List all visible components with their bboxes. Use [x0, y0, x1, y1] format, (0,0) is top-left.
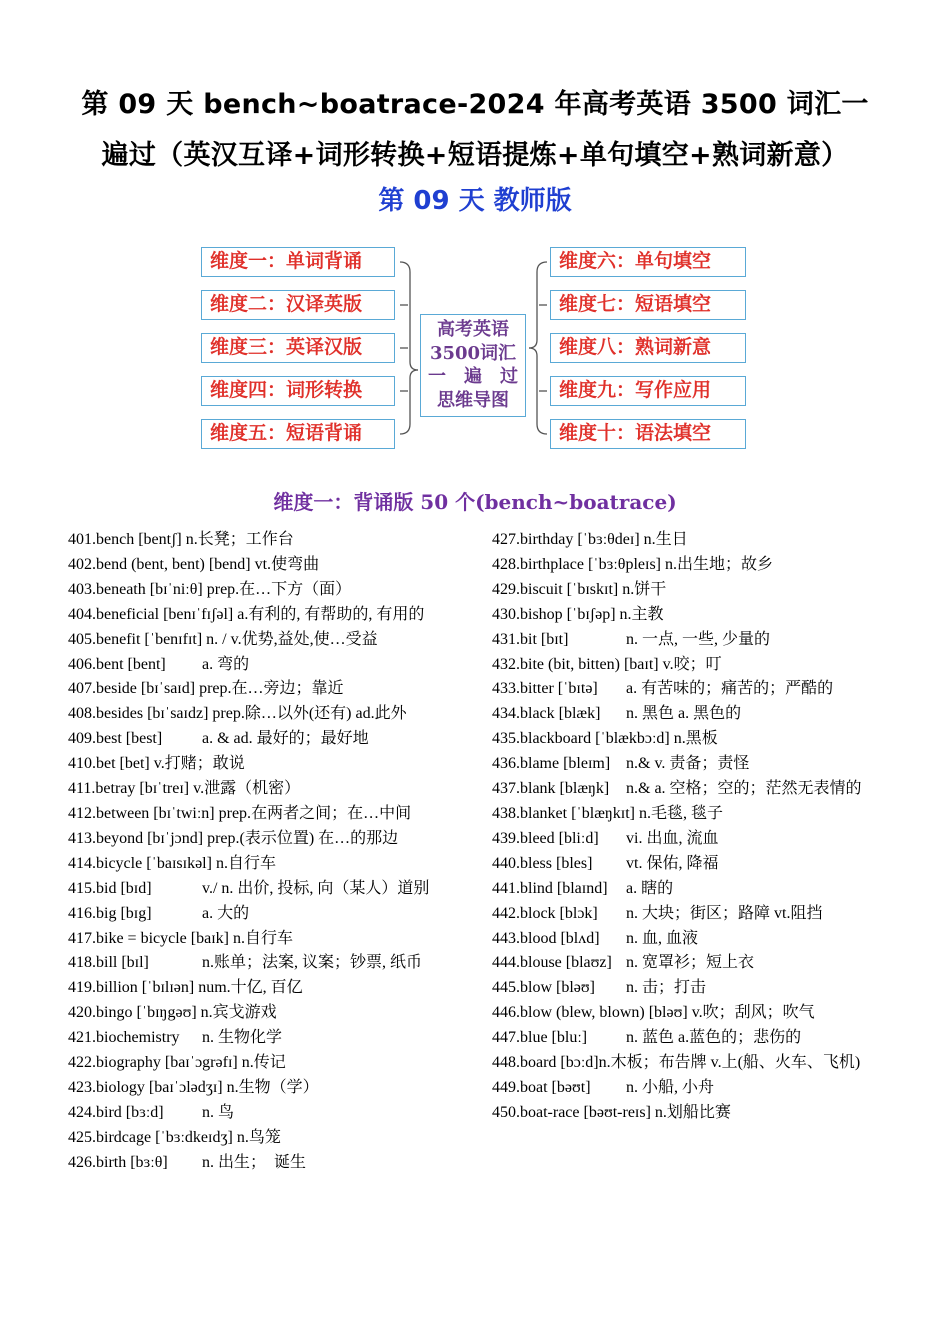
vocab-definition: 打赌；敢说 [164, 755, 245, 773]
vocab-word: 414.bicycle [ˈbaɪsɪkəl] n. [68, 854, 228, 872]
vocab-definition: (表示位置) 在…的那边 [239, 829, 399, 847]
vocab-entry [68, 827, 478, 852]
vocab-entry [68, 1126, 478, 1151]
vocab-entry [492, 677, 884, 702]
vocab-word: 448.board [bɔːd] [492, 1054, 599, 1072]
vocab-definition: n. 蓝色 a.蓝色的；悲伤的 [626, 1029, 802, 1047]
vocab-word: 434.black [blæk] [492, 705, 601, 723]
vocab-word: 426.birth [bɜːθ] [68, 1153, 168, 1171]
vocab-entry [68, 553, 478, 578]
vocab-definition: 鸟笼 [248, 1128, 281, 1146]
vocab-entry [492, 1101, 884, 1126]
vocab-definition: n.账单；法案, 议案；钞票, 纸币 [202, 954, 423, 972]
vocab-entry [68, 528, 478, 553]
mindmap-box-dimension-5: 维度五：短语背诵 [201, 419, 395, 449]
vocab-entry [492, 951, 884, 976]
vocab-entry [68, 852, 478, 877]
vocab-word: 410.bet [bet] v. [68, 755, 165, 773]
vocab-word: 438.blanket [ˈblæŋkɪt] n. [492, 804, 651, 822]
vocab-entry [68, 1101, 478, 1126]
vocab-entry [68, 702, 478, 727]
vocab-word: 411.betray [bɪˈtreɪ] v. [68, 780, 205, 798]
vocab-definition: 在两者之间；在…中间 [251, 804, 412, 822]
left-brace-bottom [400, 370, 418, 434]
vocab-word: 412.between [bɪˈtwiːn] prep. [68, 804, 252, 822]
vocab-entry [492, 752, 884, 777]
vocab-word: 429.biscuit [ˈbɪskɪt] n. [492, 580, 635, 598]
vocab-entry [68, 727, 478, 752]
vocab-entry [492, 927, 884, 952]
vocab-entry [68, 902, 478, 927]
mindmap-center-line-2: 3500词汇 [429, 342, 517, 364]
vocab-word: 402.bend (bent, bent) [bend] vt. [68, 555, 272, 573]
vocab-definition: n.木板；布告牌 v.上(船、火车、飞机) [598, 1054, 861, 1072]
vocab-definition: 主教 [631, 605, 664, 623]
vocab-entry [492, 578, 884, 603]
vocab-word: 436.blame [bleɪm] [492, 755, 611, 773]
vocab-word: 449.boat [bəʊt] [492, 1078, 591, 1096]
vocab-entry [492, 877, 884, 902]
vocab-entry [68, 578, 478, 603]
document-subtitle: 第 09 天 教师版 [378, 186, 572, 216]
vocab-entry [68, 653, 478, 678]
vocab-word: 409.best [best] [68, 730, 163, 748]
vocab-word: 435.blackboard [ˈblækbɔːd] n. [492, 730, 686, 748]
vocab-definition: n. 鸟 [202, 1103, 235, 1121]
vocab-word: 445.blow [bləʊ] [492, 979, 595, 997]
mindmap-center-line-1: 高考英语 [437, 319, 509, 340]
vocab-entry [492, 727, 884, 752]
vocab-definition: 使弯曲 [271, 555, 320, 573]
vocab-definition: 自行车 [227, 854, 276, 872]
vocab-definition: a. 瞎的 [626, 879, 674, 897]
vocab-word: 440.bless [bles] [492, 854, 593, 872]
vocab-definition: 出生地；故乡 [677, 555, 774, 573]
vocab-entry [68, 752, 478, 777]
vocab-word: 441.blind [blaɪnd] [492, 879, 608, 897]
vocab-word: 417.bike = bicycle [baɪk] n. [68, 929, 245, 947]
mindmap-box-dimension-7: 维度七：短语填空 [550, 290, 746, 320]
vocab-definition: 在…下方（面） [239, 580, 352, 598]
vocab-entry [492, 1076, 884, 1101]
vocab-definition: 饼干 [634, 580, 667, 598]
mindmap-center-line-4: 思维导图 [437, 389, 509, 411]
vocab-word: 413.beyond [bɪˈjɔnd] prep. [68, 829, 240, 847]
vocab-word: 447.blue [bluː] [492, 1029, 588, 1047]
vocab-column-right [492, 528, 884, 1126]
vocab-definition: n.& v. 责备；责怪 [626, 755, 750, 773]
vocab-definition: vt. 保佑, 降福 [626, 854, 719, 872]
vocab-word: 408.besides [bɪˈsaɪdz] prep. [68, 705, 245, 723]
mindmap-center-line-3: 一 遍 过 [428, 366, 518, 387]
vocab-entry [492, 1051, 884, 1076]
vocab-word: 424.bird [bɜːd] [68, 1103, 164, 1121]
vocab-word: 422.biography [baɪˈɔgrəfɪ] n. [68, 1054, 254, 1072]
vocab-word: 420.bingo [ˈbɪŋgəʊ] n. [68, 1004, 213, 1022]
vocab-entry [68, 1076, 478, 1101]
vocab-entry [68, 802, 478, 827]
vocab-definition: 除…以外(还有) ad.此外 [244, 705, 407, 723]
vocab-word: 437.blank [blæŋk] [492, 780, 610, 798]
vocab-word: 430.bishop [ˈbɪʃəp] n. [492, 605, 632, 623]
vocab-entry [492, 902, 884, 927]
vocab-entry [68, 1001, 478, 1026]
vocab-definition: 划船比赛 [666, 1103, 731, 1121]
vocab-entry [68, 777, 478, 802]
mindmap-box-dimension-8: 维度八：熟词新意 [550, 333, 746, 363]
vocab-definition: n. 血, 血液 [626, 929, 699, 947]
vocab-word: 428.birthplace [ˈbɜːθpleɪs] n. [492, 555, 677, 573]
vocab-definition: n. 大块；街区；路障 vt.阻挡 [626, 904, 823, 922]
vocab-word: 405.benefit [ˈbenɪfɪt] n. / v. [68, 630, 242, 648]
vocab-entry [68, 677, 478, 702]
vocab-entry [492, 628, 884, 653]
vocab-entry [68, 628, 478, 653]
vocab-entry [492, 603, 884, 628]
vocab-word: 446.blow (blew, blown) [bləʊ] v. [492, 1004, 703, 1022]
vocab-definition: 生物（学） [238, 1078, 319, 1096]
vocab-word: 407.beside [bɪˈsaɪd] prep. [68, 680, 232, 698]
vocab-definition: 毛毯, 毯子 [651, 804, 724, 822]
vocab-word: 427.birthday [ˈbɜːθdeɪ] n. [492, 531, 656, 548]
vocab-entry [492, 852, 884, 877]
vocab-word: 423.biology [baɪˈɔlədʒɪ] n. [68, 1078, 239, 1096]
section-title: 维度一：背诵版 50 个(bench~boatrace) [273, 490, 677, 514]
vocab-entry [492, 976, 884, 1001]
vocab-entry [68, 1026, 478, 1051]
vocab-definition: 泄露（机密） [204, 780, 301, 798]
vocab-entry [68, 927, 478, 952]
vocab-definition: n. 小船, 小舟 [626, 1078, 715, 1096]
vocab-word: 444.blouse [blaʊz] [492, 954, 612, 972]
vocab-definition: 优势,益处,使…受益 [241, 630, 378, 648]
vocab-entry [492, 802, 884, 827]
vocab-definition: n. 击；打击 [626, 979, 707, 997]
vocab-definition: n. 一点, 一些, 少量的 [626, 630, 771, 648]
vocab-definition: n. 生物化学 [202, 1029, 283, 1047]
vocab-definition: n.& a. 空格；空的；茫然无表情的 [626, 780, 862, 798]
vocab-word: 450.boat-race [bəʊt-reɪs] n. [492, 1103, 667, 1121]
vocab-definition: n. 宽罩衫；短上衣 [626, 954, 755, 972]
vocab-word: 406.bent [bent] [68, 655, 166, 673]
mindmap-box-dimension-9: 维度九：写作应用 [550, 376, 746, 406]
vocab-definition: 十亿, 百亿 [230, 979, 303, 997]
vocab-word: 425.birdcage [ˈbɜːdkeɪdʒ] n. [68, 1128, 249, 1146]
vocab-entry [68, 976, 478, 1001]
vocab-definition: 传记 [253, 1054, 286, 1072]
vocab-definition: 吹；刮风；吹气 [702, 1004, 815, 1022]
vocab-entry [68, 951, 478, 976]
vocab-definition: 长凳；工作台 [197, 531, 294, 548]
vocab-column-left [68, 528, 478, 1176]
mindmap-center-box [420, 314, 526, 417]
vocab-word: 431.bit [bɪt] [492, 630, 569, 648]
vocab-definition: n. 黑色 a. 黑色的 [626, 705, 742, 723]
vocab-entry [492, 1026, 884, 1051]
vocab-word: 404.beneficial [benɪˈfɪʃəl] a. [68, 605, 249, 623]
left-brace-top [400, 262, 418, 370]
vocab-entry [68, 1051, 478, 1076]
vocab-word: 418.bill [bɪl] [68, 954, 149, 972]
vocab-word: 416.big [bɪg] [68, 904, 152, 922]
vocab-definition: v./ n. 出价, 投标, 向（某人）道别 [202, 879, 430, 897]
mindmap-box-dimension-2: 维度二：汉译英版 [201, 290, 395, 320]
mindmap-box-dimension-10: 维度十：语法填空 [550, 419, 746, 449]
vocab-entry [492, 553, 884, 578]
vocab-word: 415.bid [bɪd] [68, 879, 152, 897]
vocab-word: 432.bite (bit, bitten) [baɪt] v. [492, 655, 674, 673]
mindmap-box-dimension-1: 维度一：单词背诵 [201, 247, 395, 277]
vocab-word: 421.biochemistry [68, 1029, 180, 1047]
vocab-entry [492, 653, 884, 678]
vocab-definition: n. 出生； 诞生 [202, 1153, 307, 1171]
vocab-entry [492, 702, 884, 727]
vocab-definition: 自行车 [244, 929, 293, 947]
vocab-definition: 有利的, 有帮助的, 有用的 [248, 605, 425, 623]
vocab-definition: a. 有苦味的；痛苦的；严酷的 [626, 680, 834, 698]
vocab-entry [68, 603, 478, 628]
vocab-entry [492, 827, 884, 852]
vocab-entry [492, 777, 884, 802]
vocab-word: 403.beneath [bɪˈniːθ] prep. [68, 580, 240, 598]
document-title-line-2: 遍过（英汉互译+词形转换+短语提炼+单句填空+熟词新意） [101, 140, 849, 171]
vocab-definition: vi. 出血, 流血 [626, 829, 719, 847]
vocab-entry [68, 877, 478, 902]
vocab-word: 419.billion [ˈbɪlɪən] num. [68, 979, 231, 997]
mindmap-box-dimension-4: 维度四：词形转换 [201, 376, 395, 406]
document-title-line-1: 第 09 天 bench~boatrace-2024 年高考英语 3500 词汇一 [81, 89, 869, 120]
vocab-definition: 在…旁边；靠近 [231, 680, 344, 698]
mindmap-box-dimension-3: 维度三：英译汉版 [201, 333, 395, 363]
vocab-word: 433.bitter [ˈbɪtə] [492, 680, 598, 698]
vocab-entry [492, 528, 884, 553]
vocab-word: 439.bleed [bliːd] [492, 829, 599, 847]
vocab-entry [492, 1001, 884, 1026]
vocab-definition: a. & ad. 最好的；最好地 [202, 730, 369, 748]
vocab-definition: 黑板 [685, 730, 718, 748]
vocab-word: 442.block [blɔk] [492, 904, 598, 922]
vocab-definition: 咬；叮 [673, 655, 722, 673]
vocab-entry [68, 1151, 478, 1176]
vocab-word: 443.blood [blʌd] [492, 929, 600, 947]
vocab-definition: a. 弯的 [202, 655, 250, 673]
vocab-definition: a. 大的 [202, 904, 250, 922]
mindmap-box-dimension-6: 维度六：单句填空 [550, 247, 746, 277]
vocab-definition: 宾戈游戏 [212, 1004, 277, 1022]
vocab-definition: 生日 [655, 531, 688, 548]
vocab-word: 401.bench [bentʃ] n. [68, 531, 198, 548]
